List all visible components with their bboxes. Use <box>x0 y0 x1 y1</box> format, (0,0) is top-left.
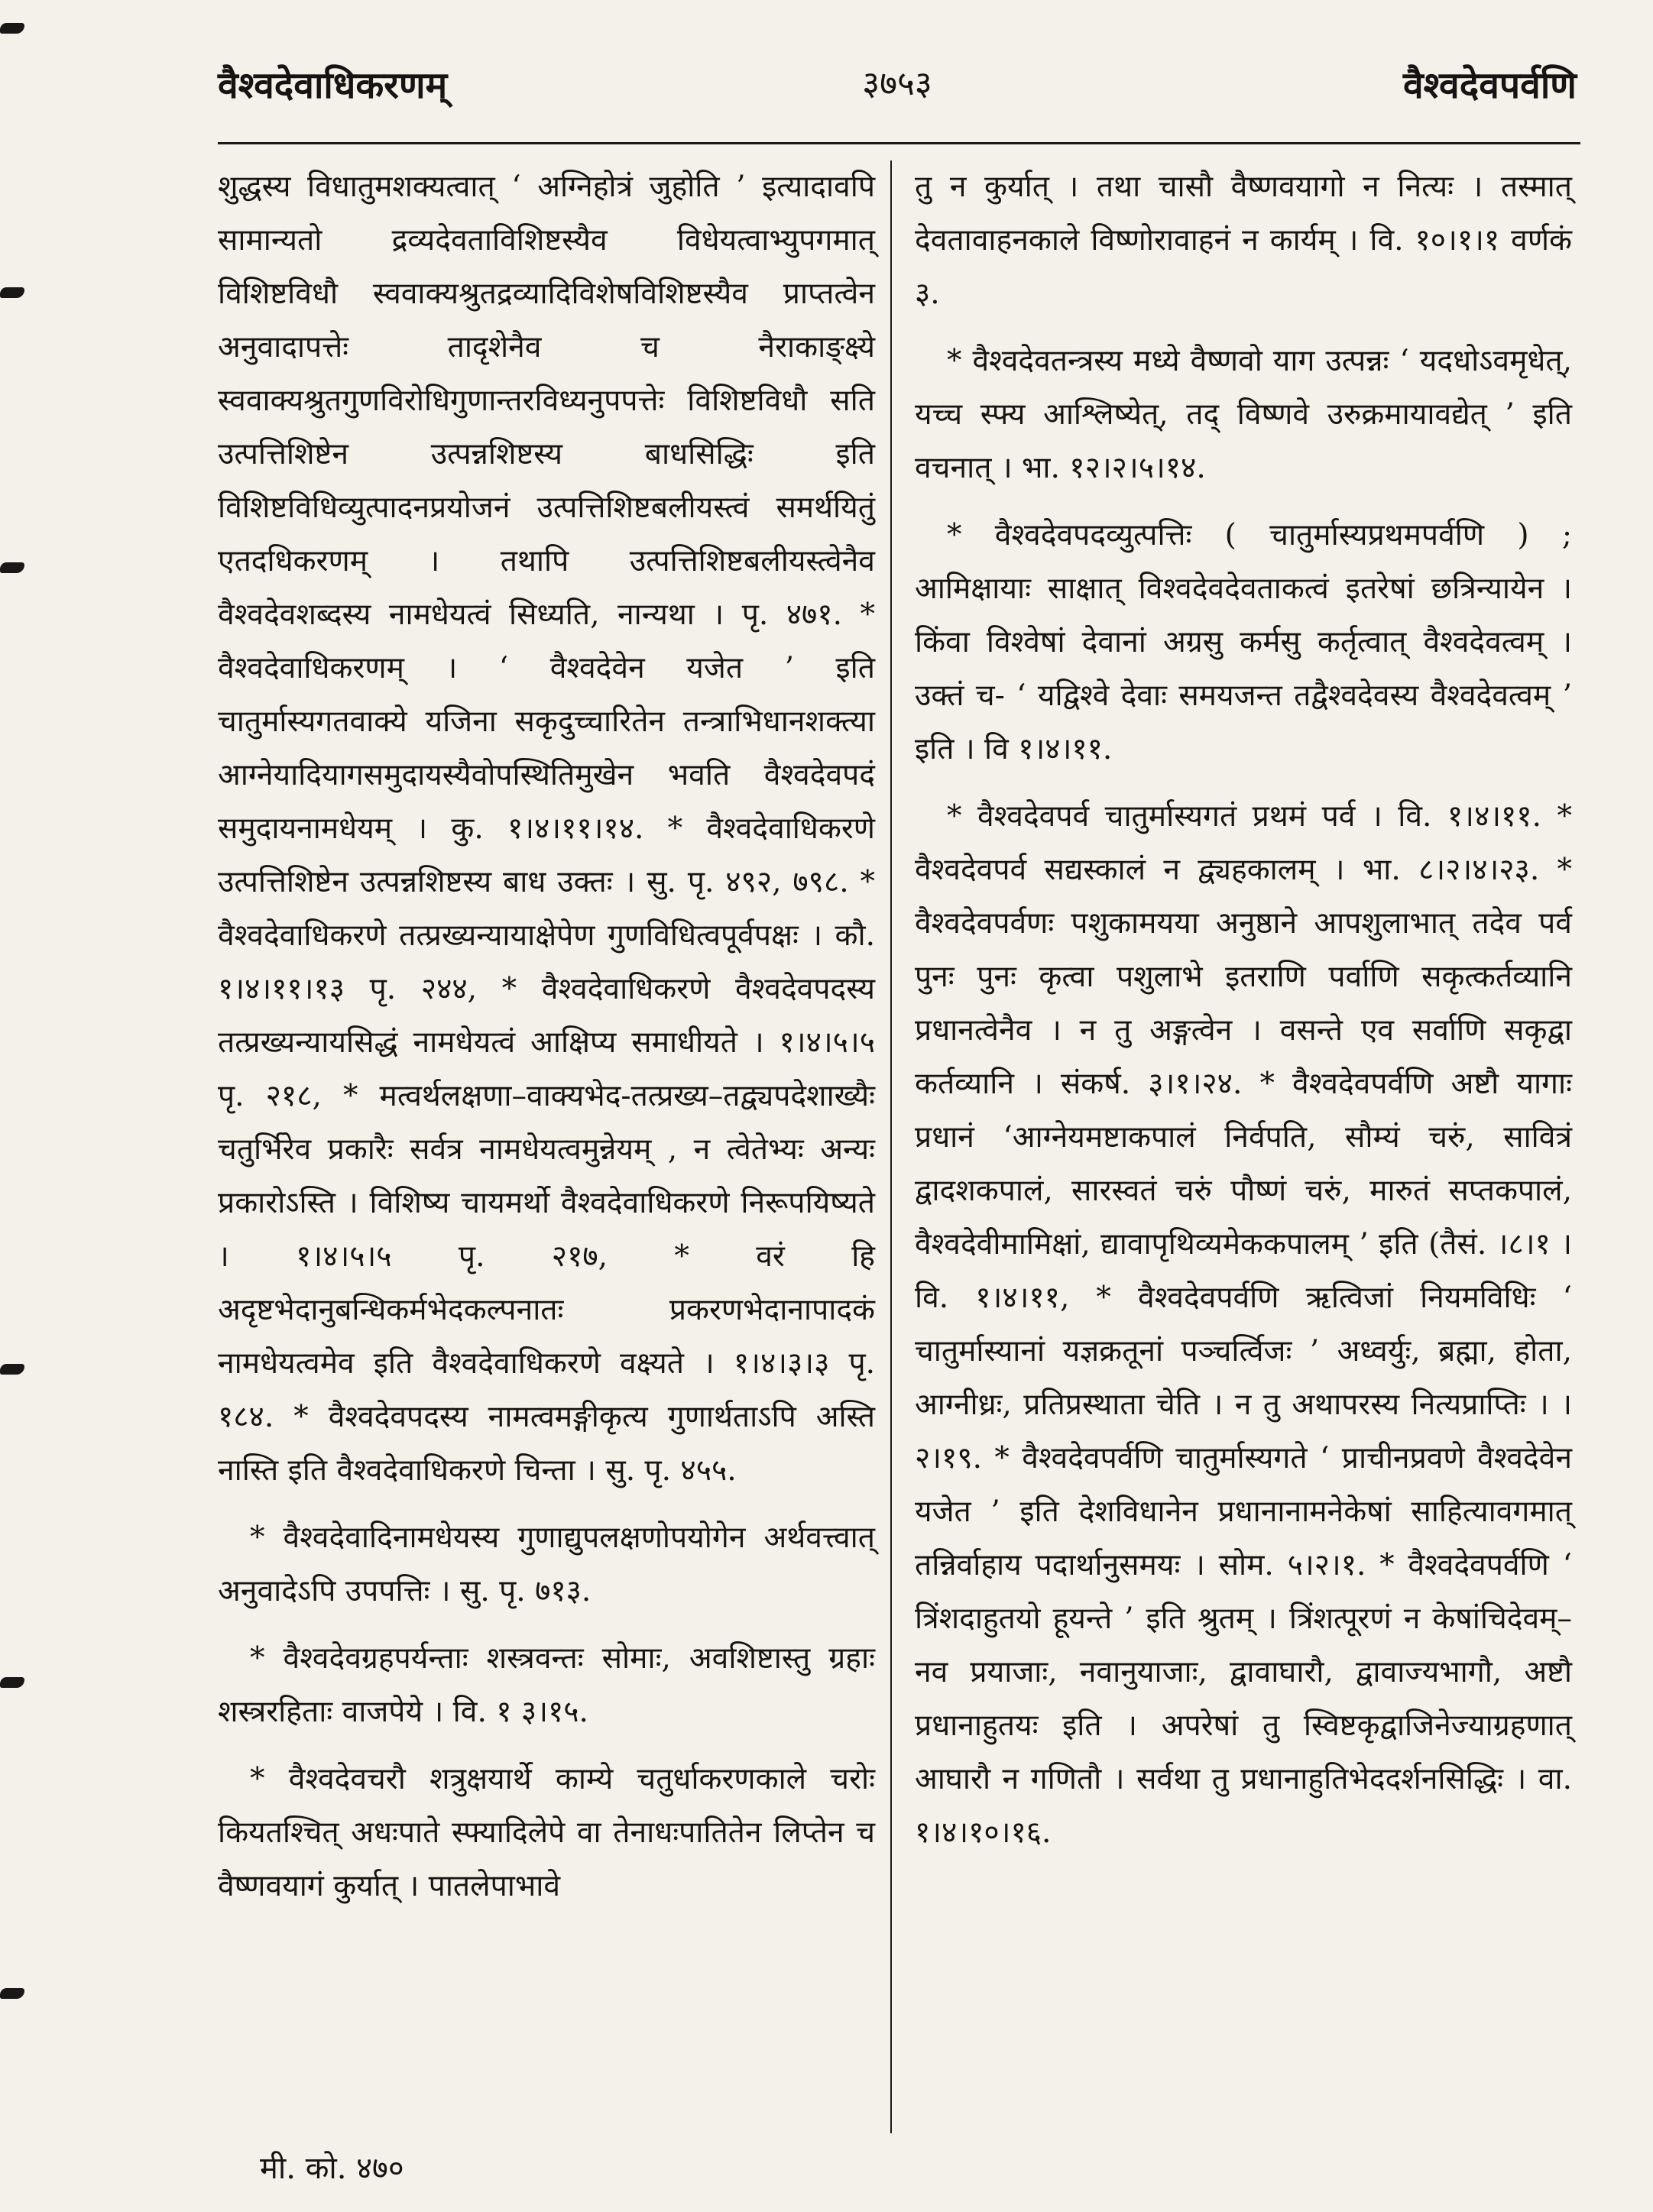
left-paragraph-2: * वैश्वदेवादिनामधेयस्य गुणाद्युपलक्षणोपयोगेन अर्थवत्त्वात् अनुवादेऽपि उपपत्तिः । सु. पृ. ७१३. <box>218 1521 875 1608</box>
right-paragraph-3: * वैश्वदेवपदव्युत्पत्तिः ( चातुर्मास्यप्रथमपर्वणि ) ; आमिक्षायाः साक्षात् विश्वदेवदेवताकत्वं इतरेषां छत्रिन्यायेन । किंवा विश्वेषां देवानां अग्रसु कर्मसु कर्तृत्वात् वैश्वदेवत्वम् । उक्तं च- ‘ यद्विश्वे देवाः समयजन्त तद्वैश्वदेवस्य वैश्वदेवत्वम् ’ इति । वि १।४।११. <box>915 518 1572 766</box>
left-paragraph-3: * वैश्वदेवग्रहपर्यन्ताः शस्त्रवन्तः सोमाः, अवशिष्टास्तु ग्रहाः शस्त्ररहिताः वाजपेये । वि. १ ३।१५. <box>218 1641 875 1729</box>
right-column <box>915 160 1572 1874</box>
page-number: ३७५३ <box>862 64 932 103</box>
binding-mark <box>0 23 24 34</box>
binding-mark <box>0 562 24 573</box>
right-paragraph-4: * वैश्वदेवपर्व चातुर्मास्यगतं प्रथमं पर्व । वि. १।४।११. * वैश्वदेवपर्व सद्यस्कालं न द्व्यहकालम् । भा. ८।२।४।२३. * वैश्वदेवपर्वणः पशुकामयया अनुष्ठाने आपशुलाभात् तदेव पर्व पुनः पुनः कृत्वा पशुलाभे इतराणि पर्वाणि सकृत्कर्तव्यानि प्रधानत्वेनैव । न तु अङ्गत्वेन । वसन्ते एव सर्वाणि सकृद्वा कर्तव्यानि । संकर्ष. ३।१।२४. * वैश्वदेवपर्वणि अष्टौ यागाः प्रधानं ‘आग्नेयमष्टाकपालं निर्वपति, सौम्यं चरुं, सावित्रं द्वादशकपालं, सारस्वतं चरुं पौष्णं चरुं, मारुतं सप्तकपालं, वैश्वदेवीमामिक्षां, द्यावापृथिव्यमेककपालम् ’ इति (तैसं. ।८।१ । वि. १।४।११, * वैश्वदेवपर्वणि ऋत्विजां नियमविधिः ‘ चातुर्मास्यानां यज्ञक्रतूनां पञ्चर्त्विजः ’ अध्वर्युः, ब्रह्मा, होता, आग्नीध्रः, प्रतिप्रस्थाता चेति । न तु अथापरस्य नित्यप्राप्तिः । ।२।१९. * वैश्वदेवपर्वणि चातुर्मास्यगते ‘ प्राचीनप्रवणे वैश्वदेवेन यजेत ’ इति देशविधानेन प्रधानानामनेकेषां साहित्यावगमात् तन्निर्वाहाय पदार्थानुसमयः । सोम. ५।२।१. * वैश्वदेवपर्वणि ‘ त्रिंशदाहुतयो हूयन्ते ’ इति श्रुतम् । त्रिंशत्पूरणं न केषांचिदेवम्–नव प्रयाजाः, नवानुयाजाः, द्वावाघारौ, द्वावाज्यभागौ, अष्टौ प्रधानाहुतयः इति । अपरेषां तु स्विष्टकृद्वाजिनेज्याग्रहणात् आघारौ न गणितौ । सर्वथा तु प्रधानाहुतिभेददर्शनसिद्धिः । वा. १।४।१०।१६. <box>915 799 1572 1850</box>
left-column <box>218 160 875 1927</box>
right-paragraph-2: * वैश्वदेवतन्त्रस्य मध्ये वैष्णवो याग उत्पन्नः ‘ यदधोऽवमृधेत्, यच्च स्फ्य आश्लिष्येत्, तद् विष्णवे उरुक्रमायावद्येत् ’ इति वचनात् । भा. १२।२।५।१४. <box>915 344 1572 485</box>
right-paragraph-1: तु न कुर्यात् । तथा चासौ वैष्णवयागो न नित्यः । तस्मात् देवतावाहनकाले विष्णोरावाहनं न कार्यम् । वि. १०।१।१ वर्णकं ३. <box>915 170 1572 311</box>
page-header <box>218 64 1577 140</box>
binding-mark <box>0 1988 24 1999</box>
running-head-right: वैश्वदेवपर्वणि <box>1402 64 1577 107</box>
header-rule <box>218 142 1580 144</box>
running-head-left: वैश्वदेवाधिकरणम् <box>218 64 448 107</box>
binding-mark <box>0 287 24 298</box>
binding-mark <box>0 1364 24 1375</box>
left-paragraph-1: शुद्धस्य विधातुमशक्यत्वात् ‘ अग्निहोत्रं जुहोति ’ इत्यादावपि सामान्यतो द्रव्यदेवताविशिष्टस्यैव विधेयत्वाभ्युपगमात् विशिष्टविधौ स्ववाक्यश्रुतद्रव्यादिविशेषविशिष्टस्यैव प्राप्तत्वेन अनुवादापत्तेः तादृशेनैव च नैराकाङ्क्ष्ये स्ववाक्यश्रुतगुणविरोधिगुणान्तरविध्यनुपपत्तेः विशिष्टविधौ सति उत्पत्तिशिष्टेन उत्पन्नशिष्टस्य बाधसिद्धिः इति विशिष्टविधिव्युत्पादनप्रयोजनं उत्पत्तिशिष्टबलीयस्त्वं समर्थयितुं एतदधिकरणम् । तथापि उत्पत्तिशिष्टबलीयस्त्वेनैव वैश्वदेवशब्दस्य नामधेयत्वं सिध्यति, नान्यथा । पृ. ४७१. * वैश्वदेवाधिकरणम् । ‘ वैश्वदेवेन यजेत ’ इति चातुर्मास्यगतवाक्ये यजिना सकृदुच्चारितेन तन्त्राभिधानशक्त्या आग्नेयादियागसमुदायस्यैवोपस्थितिमुखेन भवति वैश्वदेवपदं समुदायनामधेयम् । कु. १।४।११।१४. * वैश्वदेवाधिकरणे उत्पत्तिशिष्टेन उत्पन्नशिष्टस्य बाध उक्तः । सु. पृ. ४९२, ७९८. * वैश्वदेवाधिकरणे तत्प्रख्यन्यायाक्षेपेण गुणविधित्वपूर्वपक्षः । कौ. १।४।११।१३ पृ. २४४, * वैश्वदेवाधिकरणे वैश्वदेवपदस्य तत्प्रख्यन्यायसिद्धं नामधेयत्वं आक्षिप्य समाधीयते । १।४।५।५ पृ. २१८, * मत्वर्थलक्षणा–वाक्यभेद-तत्प्रख्य–तद्व्यपदेशाख्यैः चतुर्भिरेव प्रकारैः सर्वत्र नामधेयत्वमुन्नेयम् , न त्वेतेभ्यः अन्यः प्रकारोऽस्ति । विशिष्य चायमर्थो वैश्वदेवाधिकरणे निरूपयिष्यते । १।४।५।५ पृ. २१७, * वरं हि अदृष्टभेदानुबन्धिकर्मभेदकल्पनातः प्रकरणभेदानापादकं नामधेयत्वमेव इति वैश्वदेवाधिकरणे वक्ष्यते । १।४।३।३ पृ. १८४. * वैश्वदेवपदस्य नामत्वमङ्गीकृत्य गुणार्थताऽपि अस्ति नास्ति इति वैश्वदेवाधिकरणे चिन्ता । सु. पृ. ४५५. <box>218 170 875 1488</box>
left-paragraph-4: * वैश्वदेवचरौ शत्रुक्षयार्थे काम्ये चतुर्धाकरणकाले चरोः कियतश्चित् अधःपाते स्फ्यादिलेपे वा तेनाधःपातितेन लिप्तेन च वैष्णवयागं कुर्यात् । पातलेपाभावे <box>218 1762 875 1903</box>
binding-mark <box>0 1677 24 1688</box>
column-divider <box>890 160 892 2133</box>
footer-label: मी. को. ४७० <box>260 2151 404 2186</box>
